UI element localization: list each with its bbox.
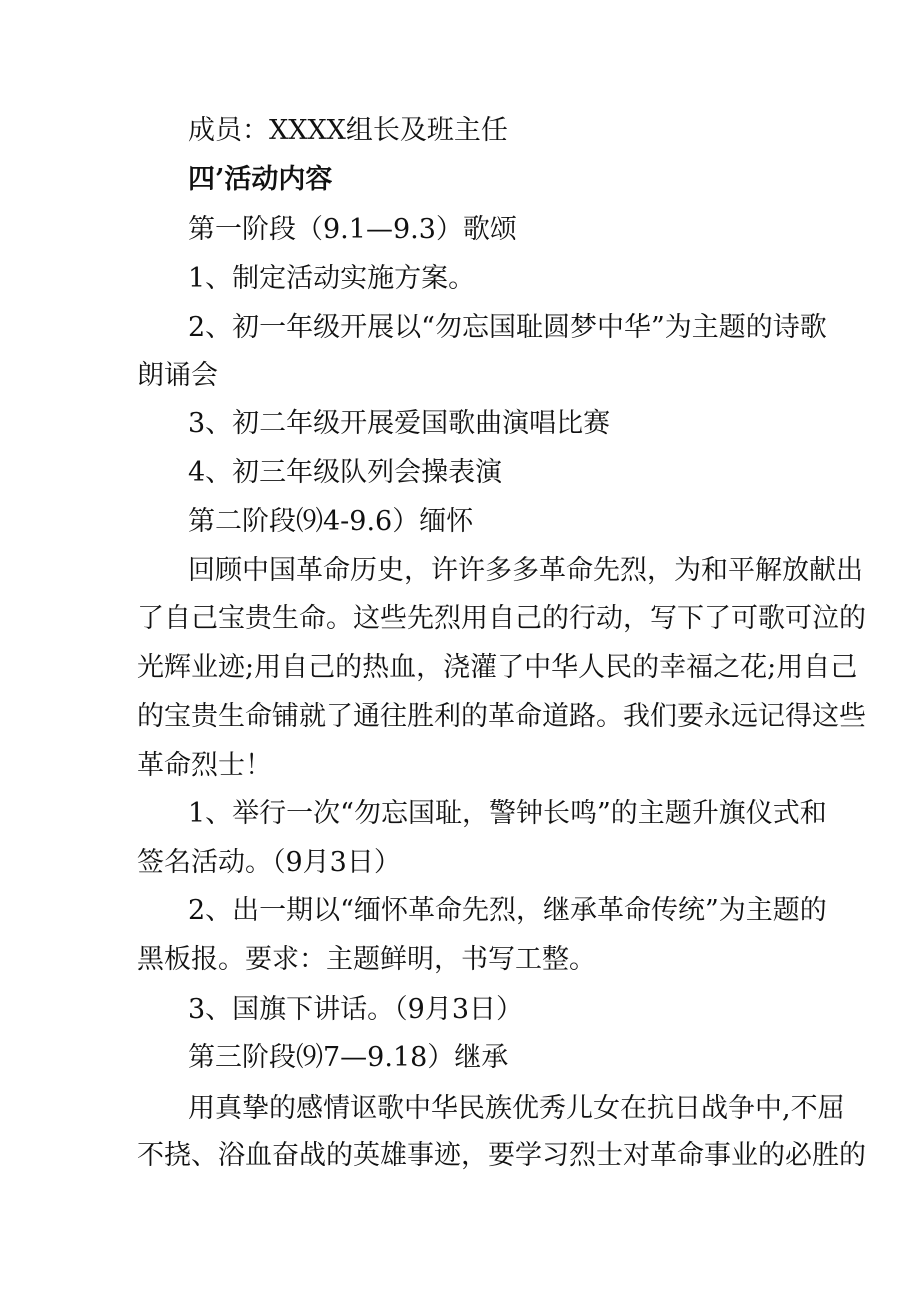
list-item: 3、初二年级开展爱国歌曲演唱比赛 [188, 408, 611, 439]
list-item-continuation: 签名活动。（9月3日） [137, 847, 401, 878]
paragraph-line: 用真挚的感情讴歌中华民族优秀儿女在抗日战争中,不屈 [188, 1093, 845, 1124]
paragraph-line: 光辉业迹;用自己的热血，浇灌了中华人民的幸福之花;用自己 [137, 652, 858, 683]
paragraph-line: 不挠、浴血奋战的英雄事迹，要学习烈士对革命事业的必胜的 [137, 1140, 866, 1171]
stage-one-heading: 第一阶段（9.1—9.3）歌颂 [188, 214, 517, 245]
stage-two-heading: 第二阶段⑼4-9.6）缅怀 [188, 506, 474, 537]
members-line: 成员：XXXX组长及班主任 [188, 115, 508, 146]
list-item: 3、国旗下讲话。（9月3日） [188, 994, 524, 1025]
paragraph-line: 回顾中国革命历史，许许多多革命先烈，为和平解放献出 [188, 555, 863, 586]
paragraph-line: 革命烈士！ [137, 750, 272, 781]
list-item: 1、举行一次“勿忘国耻，警钟长鸣”的主题升旗仪式和 [188, 798, 827, 829]
list-item-continuation: 朗诵会 [137, 360, 218, 391]
section-heading-activity-content: 四’活动内容 [188, 164, 333, 195]
stage-three-heading: 第三阶段⑼7—9.18）继承 [188, 1042, 509, 1073]
paragraph-line: 的宝贵生命铺就了通往胜利的革命道路。我们要永远记得这些 [137, 701, 866, 732]
list-item: 2、出一期以“缅怀革命先烈，继承革命传统”为主题的 [188, 895, 827, 926]
paragraph-line: 了自己宝贵生命。这些先烈用自己的行动，写下了可歌可泣的 [137, 603, 866, 634]
list-item-continuation: 黑板报。要求：主题鲜明，书写工整。 [137, 944, 596, 975]
list-item: 1、制定活动实施方案。 [188, 263, 476, 294]
list-item: 2、初一年级开展以“勿忘国耻圆梦中华”为主题的诗歌 [188, 312, 827, 343]
list-item: 4、初三年级队列会操表演 [188, 457, 503, 488]
